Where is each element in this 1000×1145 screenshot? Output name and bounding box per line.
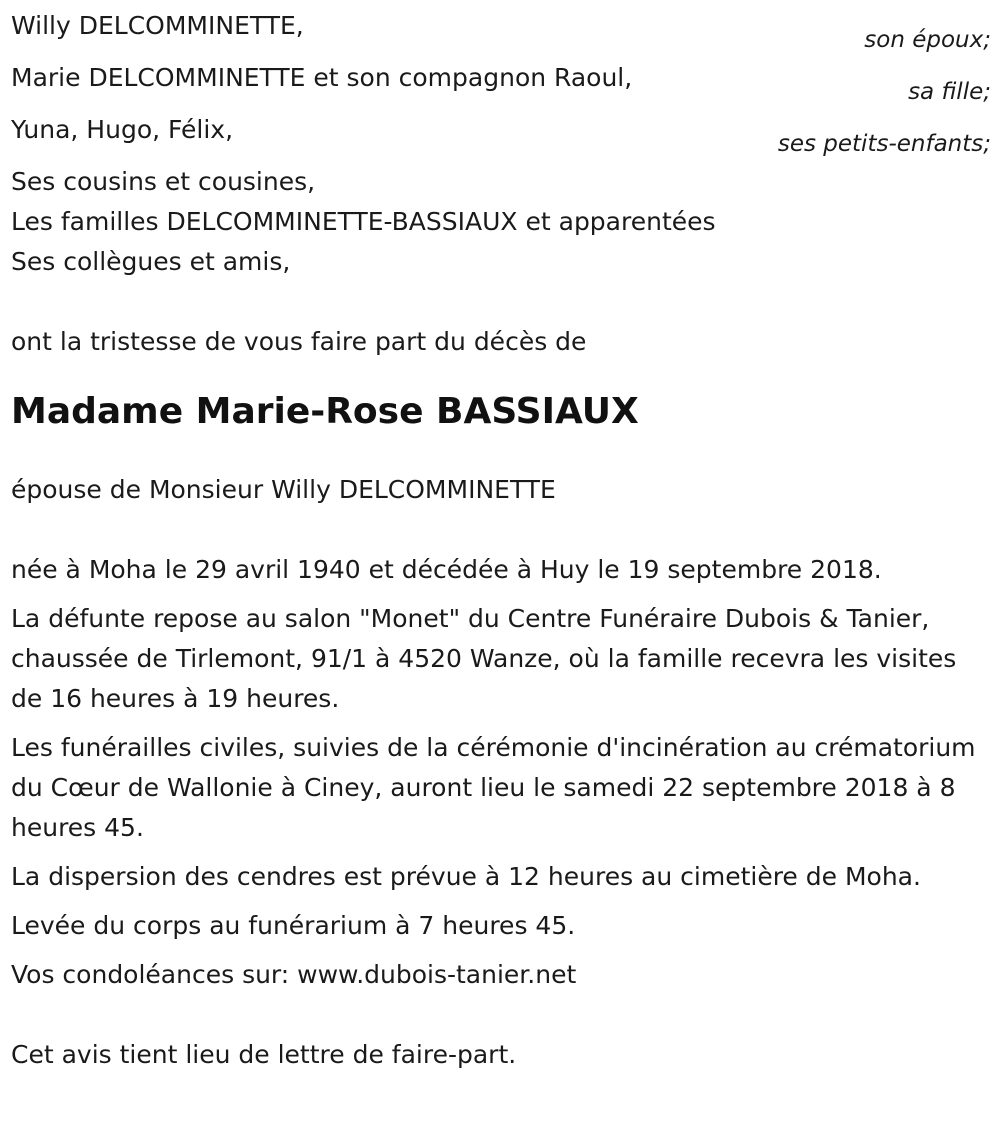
mourner-name: Willy DELCOMMINETTE, <box>11 11 304 40</box>
visitation-paragraph: La défunte repose au salon "Monet" du Centre Funéraire Dubois & Tanier, chaussée de Tirlemont, 91/1 à 4520 Wanze, où la famille recevra les visites de 16 heures à 19 heures. <box>11 604 957 713</box>
mourner-name: Marie DELCOMMINETTE et son compagnon Raoul, <box>11 63 633 92</box>
mourner-role: sa fille; <box>908 79 991 105</box>
condolences-paragraph: Vos condoléances sur: www.dubois-tanier.net <box>11 960 577 989</box>
mourner-daughter <box>11 58 991 104</box>
funeral-paragraph: Les funérailles civiles, suivies de la cérémonie d'incinération au crématorium du Cœur de Wallonie à Ciney, auront lieu le samedi 22 septembre 2018 à 8 heures 45. <box>11 733 976 842</box>
closing-line: Cet avis tient lieu de lettre de faire-part. <box>11 1040 517 1069</box>
death-notice <box>11 6 991 1075</box>
announcement-line: ont la tristesse de vous faire part du décès de <box>11 327 587 356</box>
mourner-name: Yuna, Hugo, Félix, <box>11 115 234 144</box>
other-mourners-families: Les familles DELCOMMINETTE-BASSIAUX et apparentées <box>11 207 716 236</box>
mourner-role: ses petits-enfants; <box>777 131 991 157</box>
ashes-paragraph: La dispersion des cendres est prévue à 12 heures au cimetière de Moha. <box>11 862 921 891</box>
deceased-name: Madame Marie-Rose BASSIAUX <box>11 391 639 432</box>
spouse-line: épouse de Monsieur Willy DELCOMMINETTE <box>11 475 556 504</box>
mourner-grandchildren <box>11 110 991 156</box>
mourner-spouse <box>11 6 991 52</box>
birth-death-paragraph: née à Moha le 29 avril 1940 et décédée à Huy le 19 septembre 2018. <box>11 555 882 584</box>
other-mourners-cousins: Ses cousins et cousines, <box>11 167 316 196</box>
mourner-role: son époux; <box>864 27 991 53</box>
other-mourners-colleagues: Ses collègues et amis, <box>11 247 291 276</box>
departure-paragraph: Levée du corps au funérarium à 7 heures 45. <box>11 911 576 940</box>
